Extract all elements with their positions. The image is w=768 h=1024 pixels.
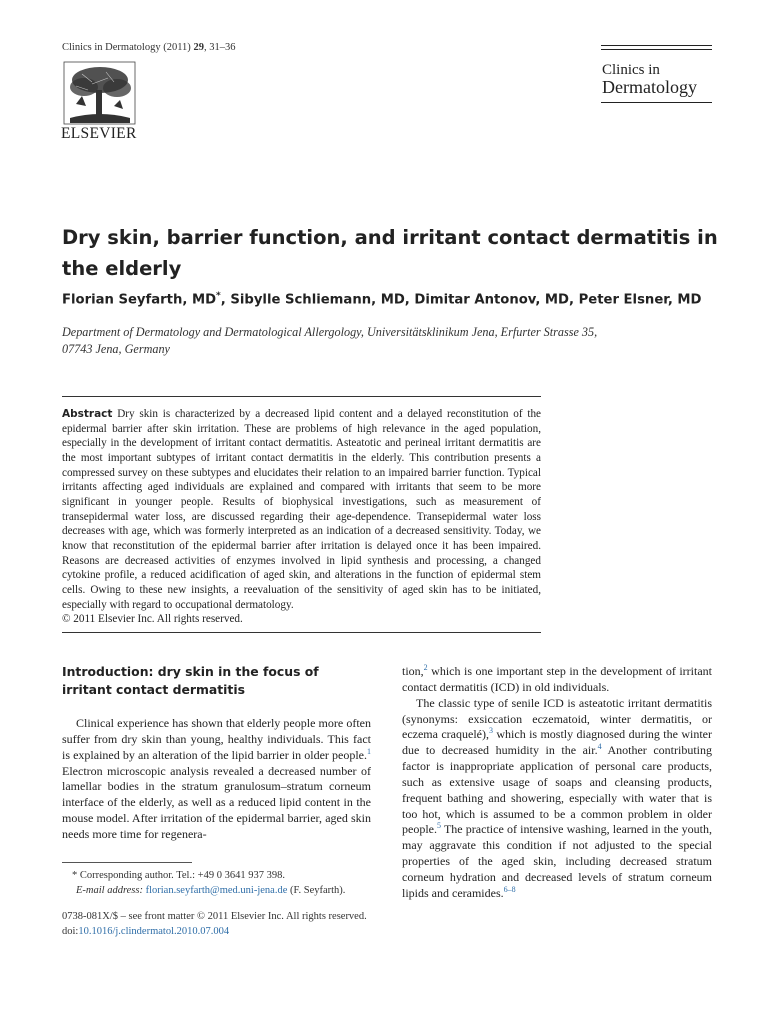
intro-paragraph-2: The classic type of senile ICD is asteatotic irritant dermatitis (synonyms: exsiccation eczematoid, winter dermatitis, or eczema craquelé),$^3$ which is mostly diagnosed during the winter due to decreased humidity in the air.$^4$ Another contributing factor is inappropriate application of personal care products, such as extensive usage of soaps and cleansing products, frequent bathing and showering, especially with water that is too hot, which is assumed to be a common problem in older people.$^5$ The practice of intensive washing, learned in the youth, may aggravate this condition if not adjusted to the special properties of the aged skin, including decreased stratum corneum hydration and decreased levels of stratum corneum lipids and ceramides.$^{6-8}$ [402, 695, 712, 900]
corresponding-author-note: * Corresponding author. Tel.: +49 0 3641 937 398. [72, 870, 285, 881]
doi-link[interactable]: 10.1016/j.clindermatol.2010.07.004 [78, 926, 230, 937]
legal-info: 0738-081X/$ – see front matter © 2011 Elsevier Inc. All rights reserved. doi:10.1016/j.clindermatol.2010.07.004 [62, 909, 402, 939]
journal-line1: Clinics in [602, 62, 660, 78]
journal-rule-top-2 [601, 49, 712, 50]
article-title: Dry skin, barrier function, and irritant contact dermatitis in the elderly [62, 226, 718, 280]
author-email-link[interactable]: florian.seyfarth@med.uni-jena.de [145, 885, 288, 896]
corresponding-author-mark: * [216, 291, 221, 301]
right-column [402, 664, 712, 902]
issn-line: 0738-081X/$ – see front matter © 2011 Elsevier Inc. All rights reserved. [62, 911, 367, 922]
reference-link-1[interactable]: 1 [367, 746, 371, 756]
footnote-rule [62, 862, 192, 863]
affiliation: Department of Dermatology and Dermatological Allergology, Universitätsklinikum Jena, Erfurter Strasse 35, 07743 Jena, Germany [62, 325, 598, 356]
journal-rule-bottom [601, 102, 712, 103]
intro-paragraph-1-continued: tion,$^2$ which is one important step in the development of irritant contact dermatitis (ICD) in old individuals. [402, 663, 712, 694]
author-list: Florian Seyfarth, MD*, Sibylle Schliemann, MD, Dimitar Antonov, MD, Peter Elsner, MD [62, 291, 702, 308]
footnote: * Corresponding author. Tel.: +49 0 3641 937 398. E-mail address: florian.seyfarth@med.uni-jena.de (F. Seyfarth). [62, 868, 382, 898]
abstract-label: Abstract [62, 408, 113, 420]
abstract-rule-top [62, 396, 541, 397]
journal-rule-top-1 [601, 45, 712, 46]
abstract [62, 407, 541, 627]
reference-link-5[interactable]: 5 [437, 821, 441, 831]
reference-link-6-8[interactable]: 6–8 [503, 884, 516, 894]
abstract-rule-bottom [62, 632, 541, 633]
intro-paragraph-1: Clinical experience has shown that elderly people more often suffer from dry skin than young, healthy individuals. This fact is explained by an alteration of the lipid barrier in older people.$^1$ Electron microscopic analysis revealed a decreased number of lamellar bodies in the stratum granulosum–stratum corneum interface of the elderly, as well as a reduced lipid content in the mouse model. After irritation of the epidermal barrier, aged skin needs more time for regenera- [62, 716, 371, 841]
journal-name [602, 62, 697, 96]
section-heading: Introduction: dry skin in the focus of irritant contact dermatitis [62, 664, 319, 697]
publisher-name: ELSEVIER [61, 125, 137, 142]
reference-link-4[interactable]: 4 [597, 742, 602, 752]
reference-link-2[interactable]: 2 [423, 663, 428, 672]
abstract-copyright: © 2011 Elsevier Inc. All rights reserved. [62, 613, 243, 626]
journal-citation: Clinics in Dermatology (2011) 29, 31–36 [62, 42, 236, 53]
citation-volume: 29 [193, 42, 204, 53]
reference-link-3[interactable]: 3 [488, 726, 493, 736]
abstract-text: Dry skin is characterized by a decreased lipid content and a delayed reconstitution of the epidermal barrier after skin irritation. These are problems of high relevance in the aged population, especially in the development of irritant contact dermatitis. Asteatotic and perineal irritant dermatitis are the most important subtypes of irritant contact dermatitis in the elderly. This contribution presents a compressed survey on these subtypes and elucidates their relation to an impaired barrier function. Typical irritants affecting aged individuals are explained and compared with irritants that seem to be more significant in younger people. Results of biophysical investigations, such as measurement of transepidermal water loss, are discussed regarding their age-dependence. Transepidermal water loss decreases with age, which was formerly interpreted as an indication of a decreased sensitivity. Today, we know that reconstitution of the epidermal barrier after irritation is delayed once it has been impaired. Reasons are decreased activities of enzymes involved in lipid synthesis and processing, a changed cytokine profile, a reduced acidification of aged skin, and alterations in the function of epidermal stem cells. Owing to these new insights, a reevaluation of the sensitivity of aged skin has to be initiated, especially with regard to occupational dermatology. [62, 408, 541, 611]
journal-line2: Dermatology [602, 77, 697, 97]
